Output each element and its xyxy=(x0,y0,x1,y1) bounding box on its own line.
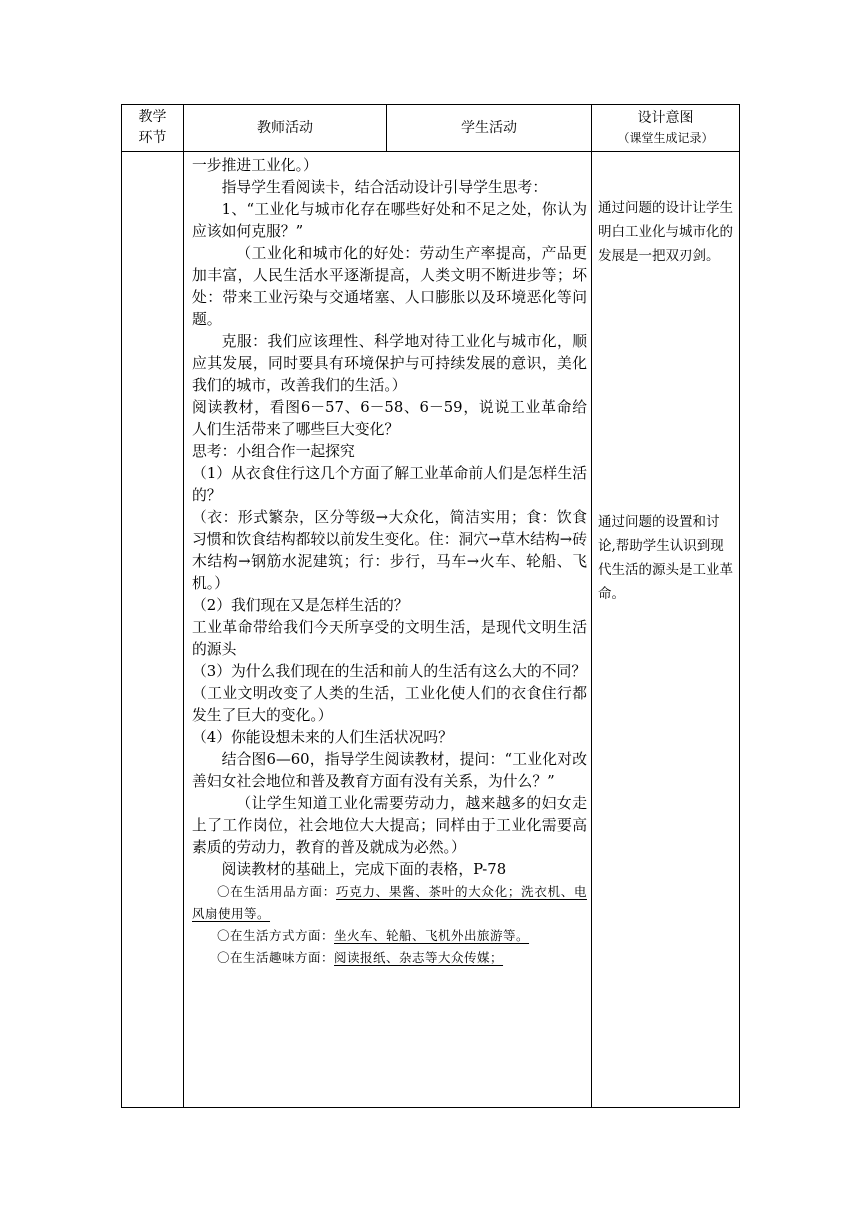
teacher-activity-cell xyxy=(184,152,592,1108)
fill-item-label: 〇在生活用品方面： xyxy=(217,884,336,899)
design-intent-cell xyxy=(592,152,740,1108)
header-design-intent xyxy=(592,105,740,152)
teacher-paragraph: （让学生知道工业化需要劳动力，越来越多的妇女走上了工作岗位，社会地位大大提高；同样由于工业化需要高素质的劳动力，教育的普及就成为必然。） xyxy=(192,795,587,856)
teacher-paragraph: 阅读教材，看图6－57、6－58、6－59，说说工业革命给人们生活带来了哪些巨大变化？ xyxy=(192,399,587,438)
header-stage: 教学环节 xyxy=(122,105,184,152)
teacher-paragraph: （工业化和城市化的好处：劳动生产率提高，产品更加丰富，人民生活水平逐渐提高，人类文明不断进步等；坏处：带来工业污染与交通堵塞、人口膨胀以及环境恶化等问题。 xyxy=(192,245,587,328)
table-header-row xyxy=(122,105,740,152)
lesson-plan-table xyxy=(121,104,740,1108)
fill-item-answer: 阅读报纸、杂志等大众传媒； xyxy=(334,950,504,965)
teacher-paragraph: 1、“工业化与城市化存在哪些好处和不足之处，你认为应该如何克服？” xyxy=(192,201,587,240)
fill-item-interests xyxy=(192,947,587,969)
teacher-paragraph: 一步推进工业化。） xyxy=(192,157,318,174)
table-body-row xyxy=(122,152,740,1108)
teacher-paragraph: 工业革命带给我们今天所享受的文明生活，是现代文明生活的源头 xyxy=(192,619,587,658)
header-design-intent-title: 设计意图 xyxy=(637,110,694,126)
intent-note-modern-life: 通过问题的设置和讨论,帮助学生认识到现代生活的源头是工业革命。 xyxy=(598,514,733,602)
teacher-paragraph: （3）为什么我们现在的生活和前人的生活有这么大的不同？ xyxy=(192,663,587,680)
teacher-paragraph: （工业文明改变了人类的生活，工业化使人们的衣食住行都发生了巨大的变化。） xyxy=(192,685,587,724)
teacher-paragraph: （2）我们现在又是怎样生活的？ xyxy=(192,597,409,614)
fill-item-label: 〇在生活趣味方面： xyxy=(217,950,335,965)
fill-item-daily-goods xyxy=(192,881,587,925)
teacher-paragraph: 克服：我们应该理性、科学地对待工业化与城市化，顺应其发展，同时要具有环境保护与可持续发展的意识，美化我们的城市，改善我们的生活。） xyxy=(192,333,587,394)
fill-item-lifestyle xyxy=(192,925,587,947)
teacher-paragraph: （1）从衣食住行这几个方面了解工业革命前人们是怎样生活的？ xyxy=(192,465,587,504)
intent-note-double-edged: 通过问题的设计让学生明白工业化与城市化的发展是一把双刃剑。 xyxy=(598,200,733,264)
header-design-intent-subtitle: （课堂生成记录） xyxy=(617,131,714,145)
fill-item-label: 〇在生活方式方面： xyxy=(217,928,335,943)
teacher-paragraph: 结合图6—60，指导学生阅读教材，提问：“工业化对改善妇女社会地位和普及教育方面有没有关系，为什么？” xyxy=(192,751,587,790)
teacher-paragraph: 阅读教材的基础上，完成下面的表格，P-78 xyxy=(221,861,507,878)
stage-cell xyxy=(122,152,184,1108)
fill-item-answer: 巧克力、果酱、茶叶的大众化；洗衣机、电风扇使用等。 xyxy=(192,884,587,921)
fill-item-answer: 坐火车、轮船、飞机外出旅游等。 xyxy=(334,928,530,943)
header-student-activity: 学生活动 xyxy=(387,105,592,152)
teacher-paragraph: 思考：小组合作一起探究 xyxy=(192,443,355,460)
teacher-paragraph: （4）你能设想未来的人们生活状况吗？ xyxy=(192,729,453,746)
teacher-paragraph: 指导学生看阅读卡，结合活动设计引导学生思考： xyxy=(221,179,548,196)
header-teacher-activity: 教师活动 xyxy=(184,105,387,152)
teacher-paragraph: （衣：形式繁杂，区分等级→大众化，简洁实用；食：饮食习惯和饮食结构都较以前发生变化。住：洞穴→草木结构→砖木结构→钢筋水泥建筑；行：步行，马车→火车、轮船、飞机。） xyxy=(192,509,587,592)
